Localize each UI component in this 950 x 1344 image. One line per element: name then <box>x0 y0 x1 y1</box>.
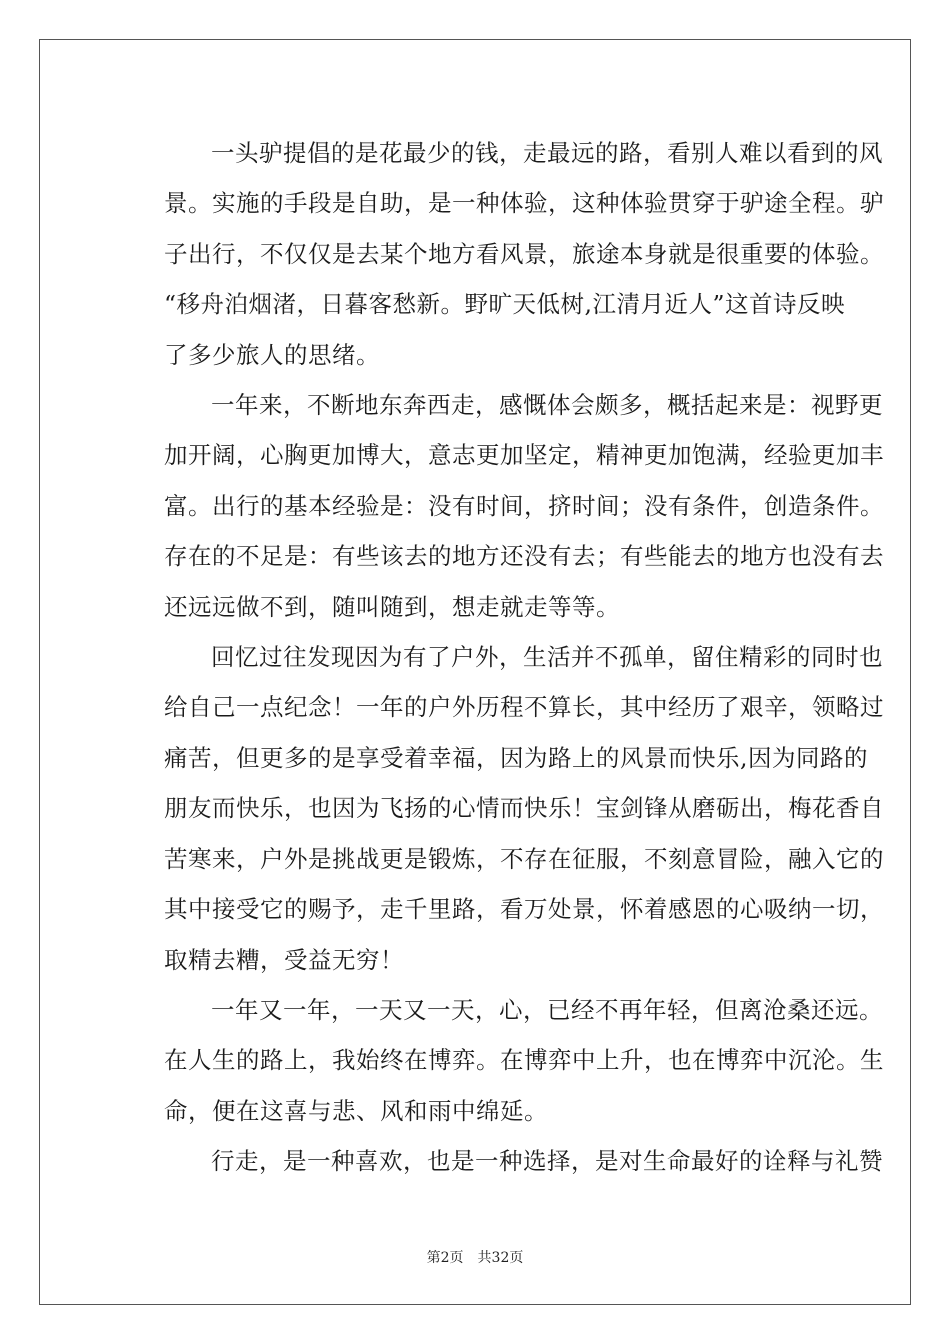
page-footer <box>0 1247 950 1267</box>
text-line: 苦寒来，户外是挑战更是锻炼，不存在征服，不刻意冒险，融入它的 <box>164 844 884 873</box>
paragraph-4 <box>117 985 884 1136</box>
text-line: 在人生的路上，我始终在博弈。在博弈中上升，也在博弈中沉沦。生 <box>164 1046 884 1075</box>
text-line: 存在的不足是：有些该去的地方还没有去；有些能去的地方也没有去 <box>164 542 884 571</box>
text-line: 加开阔，心胸更加博大，意志更加坚定，精神更加饱满，经验更加丰 <box>164 441 884 470</box>
text-line: 一年又一年，一天又一天，心，已经不再年轻，但离沧桑还远。 <box>211 995 883 1024</box>
text-line: 命，便在这喜与悲、风和雨中绵延。 <box>164 1096 548 1125</box>
text-line: 了多少旅人的思绪。 <box>164 340 380 369</box>
text-line: 一头驴提倡的是花最少的钱，走最远的路，看别人难以看到的风 <box>211 139 883 167</box>
text-line: 子出行，不仅仅是去某个地方看风景，旅途本身就是很重要的体验。 <box>164 239 884 268</box>
text-line: 行走，是一种喜欢，也是一种选择，是对生命最好的诠释与礼赞 <box>211 1147 883 1176</box>
text-line: 一年来，不断地东奔西走，感慨体会颇多，概括起来是：视野更 <box>211 391 883 420</box>
text-line: 其中接受它的赐予，走千里路，看万处景，怀着感恩的心吸纳一切， <box>164 895 884 924</box>
text-line: 景。实施的手段是自助，是一种体验，这种体验贯穿于驴途全程。驴 <box>164 189 884 218</box>
text-line: 给自己一点纪念！一年的户外历程不算长，其中经历了艰辛，领略过 <box>164 693 884 722</box>
text-line: 富。出行的基本经验是：没有时间，挤时间；没有条件，创造条件。 <box>164 491 884 520</box>
text-line: “移舟泊烟渚，日暮客愁新。野旷天低树,江清月近人”这首诗反映 <box>164 290 845 319</box>
paragraph-3 <box>117 632 884 985</box>
paragraph-2 <box>117 380 884 632</box>
paragraph-5 <box>117 1136 883 1186</box>
page-number: 第2页 <box>426 1250 464 1266</box>
text-line: 痛苦，但更多的是享受着幸福，因为路上的风景而快乐,因为同路的 <box>164 743 868 772</box>
paragraph-1 <box>117 128 884 380</box>
text-line: 回忆过往发现因为有了户外，生活并不孤单，留住精彩的同时也 <box>211 643 883 672</box>
document-body <box>117 128 884 1187</box>
text-line: 取精去糟，受益无穷！ <box>164 945 404 974</box>
text-line: 还远远做不到，随叫随到，想走就走等等。 <box>164 592 620 621</box>
text-line: 朋友而快乐，也因为飞扬的心情而快乐！宝剑锋从磨砺出，梅花香自 <box>164 794 884 823</box>
page-total: 共32页 <box>477 1250 524 1266</box>
